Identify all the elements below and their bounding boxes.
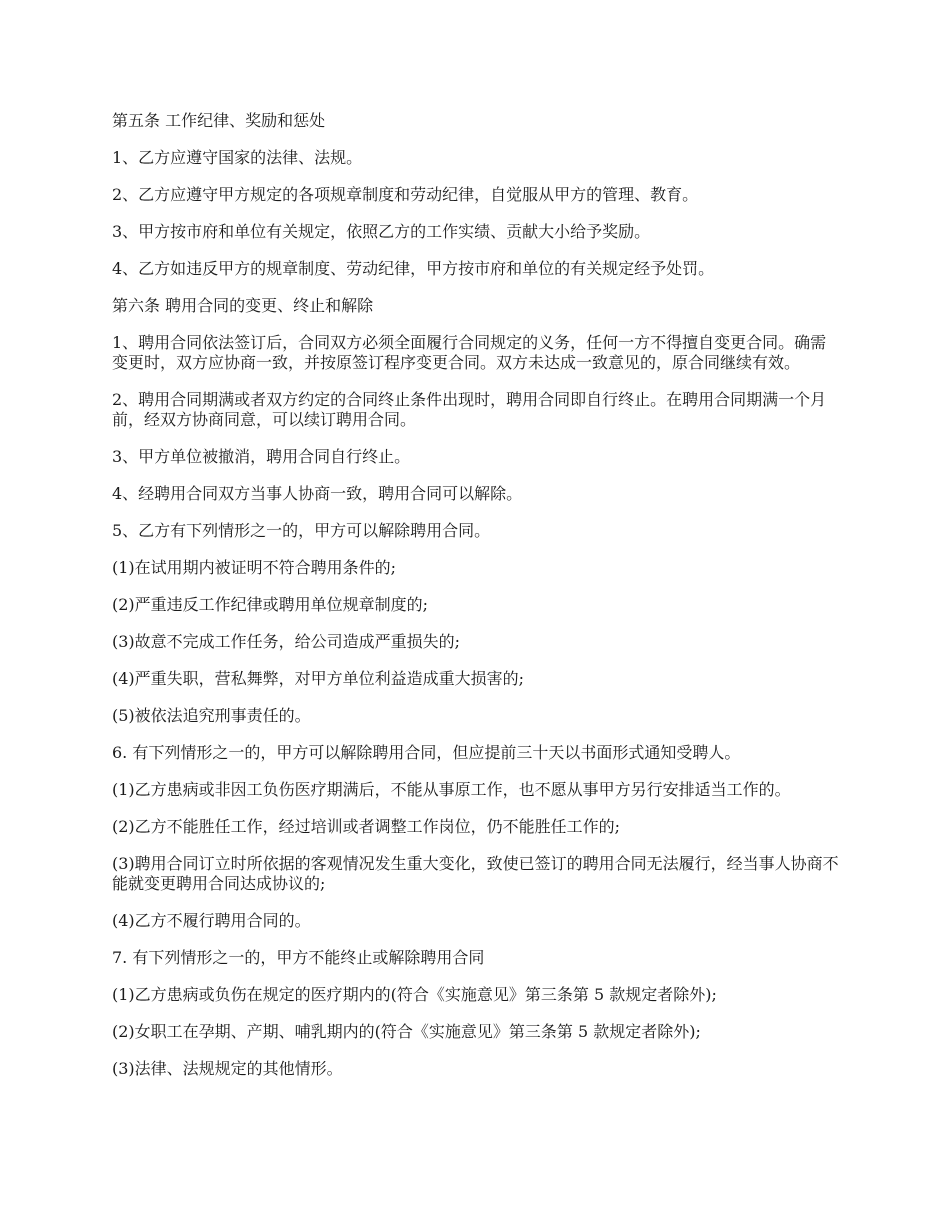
document-body (112, 111, 842, 1096)
paragraph: 1、聘用合同依法签订后，合同双方必须全面履行合同规定的义务，任何一方不得擅自变更合同。确需变更时，双方应协商一致，并按原签订程序变更合同。双方未达成一致意见的，原合同继续有效。 (112, 333, 827, 372)
list-item: (4)严重失职，营私舞弊，对甲方单位利益造成重大损害的; (112, 669, 525, 688)
list-item: (3)聘用合同订立时所依据的客观情况发生重大变化，致使已签订的聘用合同无法履行，经当事人协商不能就变更聘用合同达成协议的; (112, 854, 839, 893)
paragraph: 4、经聘用合同双方当事人协商一致，聘用合同可以解除。 (112, 484, 523, 503)
list-item: (4)乙方不履行聘用合同的。 (112, 911, 311, 930)
paragraph: 3、甲方单位被撤消，聘用合同自行终止。 (112, 447, 411, 466)
section-heading-article-5: 第五条 工作纪律、奖励和惩处 (112, 111, 326, 130)
paragraph: 4、乙方如违反甲方的规章制度、劳动纪律，甲方按市府和单位的有关规定经予处罚。 (112, 259, 715, 278)
list-item: (3)法律、法规规定的其他情形。 (112, 1059, 343, 1078)
paragraph: 7. 有下列情形之一的，甲方不能终止或解除聘用合同 (112, 948, 485, 967)
paragraph: 3、甲方按市府和单位有关规定，依照乙方的工作实绩、贡献大小给予奖励。 (112, 222, 651, 241)
paragraph: 6. 有下列情形之一的，甲方可以解除聘用合同，但应提前三十天以书面形式通知受聘人。 (112, 743, 741, 762)
list-item: (1)乙方患病或负伤在规定的医疗期内的(符合《实施意见》第三条第 5 款规定者除外); (112, 985, 717, 1004)
paragraph: 2、聘用合同期满或者双方约定的合同终止条件出现时，聘用合同即自行终止。在聘用合同期满一个月前，经双方协商同意，可以续订聘用合同。 (112, 390, 827, 429)
section-heading-article-6: 第六条 聘用合同的变更、终止和解除 (112, 296, 374, 315)
list-item: (2)严重违反工作纪律或聘用单位规章制度的; (112, 595, 429, 614)
list-item: (2)女职工在孕期、产期、哺乳期内的(符合《实施意见》第三条第 5 款规定者除外); (112, 1022, 701, 1041)
list-item: (2)乙方不能胜任工作，经过培训或者调整工作岗位，仍不能胜任工作的; (112, 817, 621, 836)
list-item: (5)被依法追究刑事责任的。 (112, 706, 311, 725)
list-item: (1)在试用期内被证明不符合聘用条件的; (112, 558, 397, 577)
list-item: (3)故意不完成工作任务，给公司造成严重损失的; (112, 632, 461, 651)
paragraph: 1、乙方应遵守国家的法律、法规。 (112, 148, 363, 167)
list-item: (1)乙方患病或非因工负伤医疗期满后，不能从事原工作，也不愿从事甲方另行安排适当工作的。 (112, 780, 791, 799)
paragraph: 2、乙方应遵守甲方规定的各项规章制度和劳动纪律，自觉服从甲方的管理、教育。 (112, 185, 699, 204)
paragraph: 5、乙方有下列情形之一的，甲方可以解除聘用合同。 (112, 521, 491, 540)
